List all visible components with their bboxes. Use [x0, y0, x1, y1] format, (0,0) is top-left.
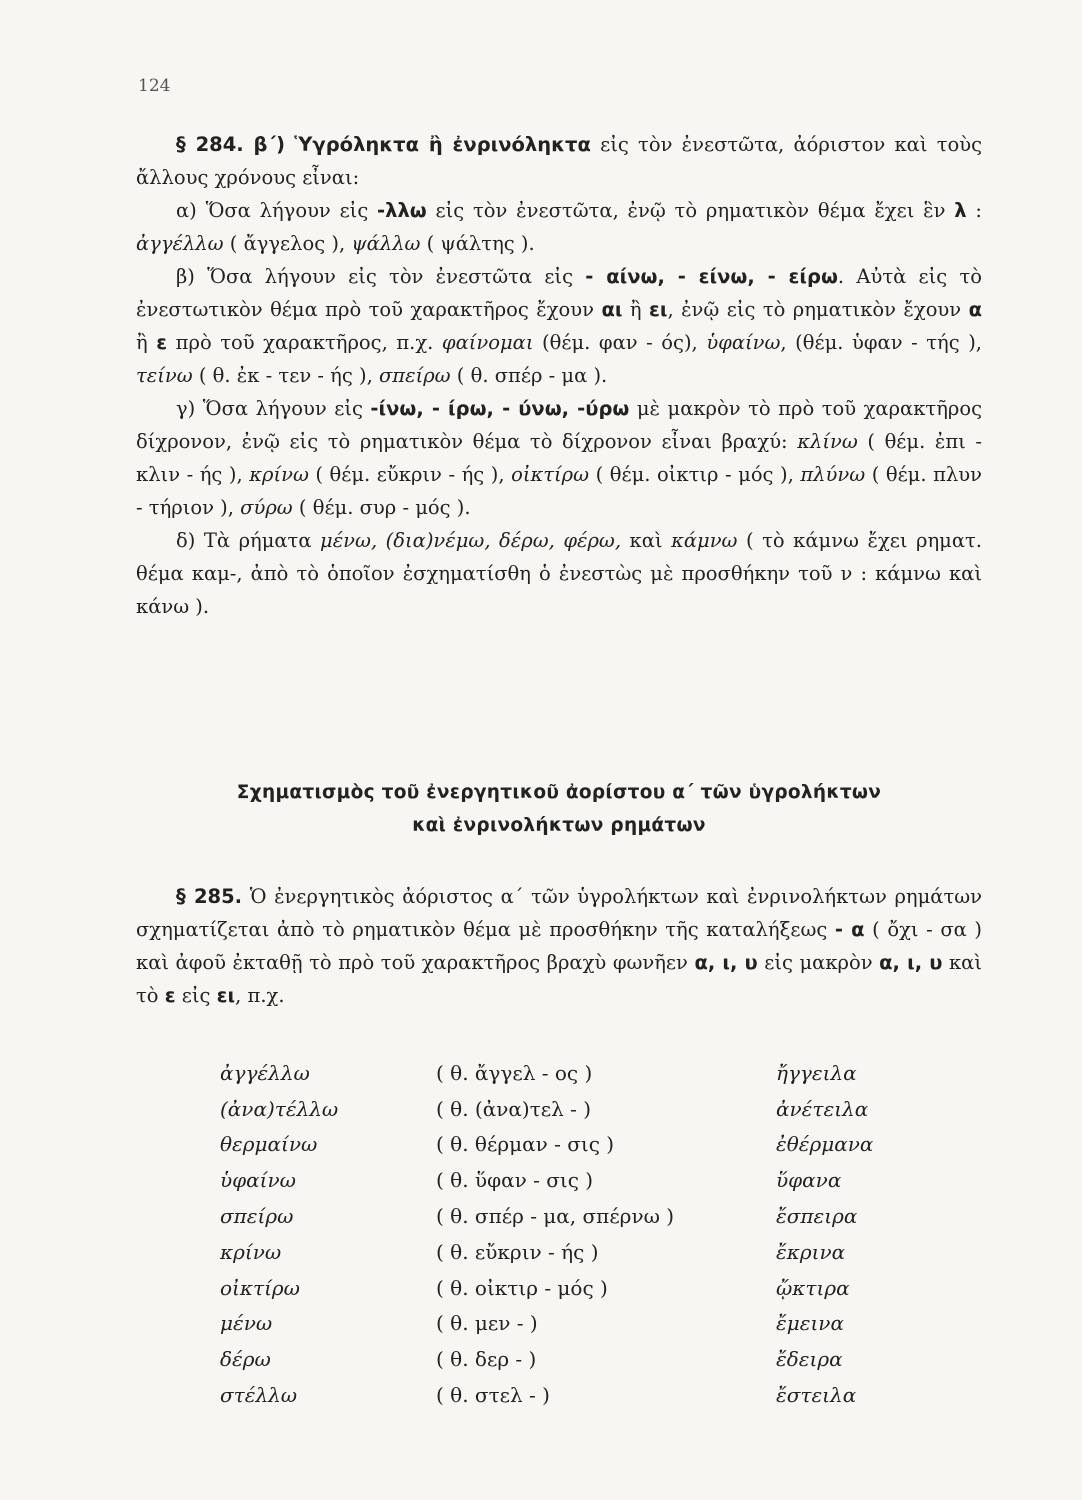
ending: - α: [834, 918, 865, 941]
table-row: [220, 1341, 920, 1377]
text: ( θέμ. οἰκτιρ - μός ),: [589, 463, 801, 486]
s284-item-c: [136, 392, 982, 524]
ending: -ίνω, - ίρω, - ύνω, -ύρω: [370, 397, 630, 420]
table-row: [220, 1270, 920, 1306]
s285-paragraph: [136, 880, 982, 1012]
table-row: [220, 1127, 920, 1163]
table-row: [220, 1162, 920, 1198]
s284-item-a: [136, 194, 982, 260]
s284-title: Ὑγρόληκτα ἢ ἐνρινόληκτα: [294, 133, 591, 156]
text: . Αὐτὰ εἰς τὸ ἐνεστωτικὸν θέμα πρὸ τοῦ χαρακτῆρος ἔχουν: [136, 265, 983, 321]
text: ( θέμ. εὔκριν - ής ),: [308, 463, 512, 486]
s284-item-d: [136, 524, 982, 623]
verbal-theme: ( θ. εὔκριν - ής ): [436, 1239, 599, 1264]
text: , π.χ.: [235, 984, 285, 1007]
text: , (θέμ. ὑφαν - τής ),: [780, 331, 982, 354]
text: ἢ: [136, 331, 157, 354]
present-form: ἀγγέλλω: [220, 1060, 310, 1085]
vowels: α, ι, υ: [694, 951, 758, 974]
letter: λ: [954, 199, 967, 222]
s284-item-b: [136, 260, 982, 392]
text: ( θέμ. ἐπι - κλιν - ής ),: [136, 430, 982, 486]
verbal-theme: ( θ. θέρμαν - σις ): [436, 1132, 615, 1157]
example-word: κάμνω: [671, 529, 738, 552]
aorist-form: ἔσπειρα: [776, 1204, 858, 1229]
present-form: οἰκτίρω: [220, 1275, 300, 1300]
present-form: κρίνω: [220, 1239, 282, 1264]
section-285: [136, 880, 982, 1012]
heading-line-2: καὶ ἐνρινολήκτων ρημάτων: [412, 815, 706, 836]
present-form: στέλλω: [220, 1383, 298, 1408]
aorist-form: ἀνέτειλα: [776, 1096, 869, 1121]
verbal-theme: ( θ. σπέρ - μα, σπέρνω ): [436, 1204, 675, 1229]
letter: αι: [601, 298, 623, 321]
present-form: (ἀνα)τέλλω: [220, 1096, 339, 1121]
s284-number: § 284. β΄): [176, 133, 286, 156]
text: εἰς μακρὸν: [757, 951, 880, 974]
example-word: σύρω: [240, 496, 293, 519]
present-form: θερμαίνω: [220, 1132, 318, 1157]
s285-number: § 285.: [176, 885, 243, 908]
text: ( θέμ. συρ - μός ).: [292, 496, 471, 519]
text: εἰς: [175, 984, 217, 1007]
s284-intro: [136, 128, 982, 194]
text: δ) Τὰ ρήματα: [176, 529, 321, 552]
text: ( θέμ. πλυν - τήριον ),: [136, 463, 982, 519]
table-row: [220, 1377, 920, 1413]
example-word: φαίνομαι: [441, 331, 534, 354]
text: α) Ὅσα λήγουν εἰς: [176, 199, 378, 222]
example-word: ἀγγέλλω: [136, 232, 224, 255]
section-heading: [136, 776, 982, 842]
verbal-theme: ( θ. ἄγγελ - ος ): [436, 1060, 593, 1085]
text: ( ὄχι - σα ) καὶ ἀφοῦ ἐκταθῇ τὸ πρὸ τοῦ χαρακτῆρος βραχὺ φωνῆεν: [136, 918, 983, 974]
example-word: μένω, (δια)νέμω, δέρω, φέρω,: [320, 529, 622, 552]
present-form: δέρω: [220, 1347, 271, 1372]
table-row: [220, 1306, 920, 1342]
verbal-theme: ( θ. (ἀνα)τελ - ): [436, 1096, 592, 1121]
table-row: [220, 1234, 920, 1270]
text: εἰς τὸν ἐνεστῶτα, ἐνῷ τὸ ρηματικὸν θέμα ἔχει ἓν: [426, 199, 955, 222]
text: ( ψάλτης ).: [420, 232, 535, 255]
present-form: μένω: [220, 1311, 273, 1336]
s284-intro-text: εἰς τὸν ἐνεστῶτα, ἀόριστον καὶ τοὺς ἄλλους χρόνους εἶναι:: [136, 133, 983, 189]
letter: ει: [648, 298, 668, 321]
letter: ε: [156, 331, 168, 354]
section-284: [136, 128, 982, 623]
example-word: πλύνω: [800, 463, 866, 486]
text: καὶ τὸ: [136, 951, 982, 1007]
verbal-theme: ( θ. ὕφαν - σις ): [436, 1168, 594, 1193]
aorist-form: ἔκρινα: [776, 1239, 846, 1264]
ending: -λλω: [377, 199, 427, 222]
text: γ) Ὅσα λήγουν εἰς: [176, 397, 371, 420]
letter: α: [968, 298, 982, 321]
example-word: οἰκτίρω: [511, 463, 590, 486]
ending: - αίνω, - είνω, - είρω: [585, 265, 838, 288]
table-row: [220, 1091, 920, 1127]
text: β) Ὅσα λήγουν εἰς τὸν ἐνεστῶτα εἰς: [176, 265, 586, 288]
present-form: σπείρω: [220, 1204, 294, 1229]
example-word: κρίνω: [249, 463, 309, 486]
example-word: κλίνω: [797, 430, 858, 453]
verbal-theme: ( θ. οἰκτιρ - μός ): [436, 1275, 608, 1300]
aorist-form: ᾤκτιρα: [776, 1275, 850, 1300]
present-form: ὑφαίνω: [220, 1168, 296, 1193]
vowels: α, ι, υ: [879, 951, 943, 974]
aorist-form: ἔστειλα: [776, 1383, 857, 1408]
text: ( θ. σπέρ - μα ).: [450, 364, 608, 387]
aorist-form: ἤγγειλα: [776, 1060, 857, 1085]
text: , ἐνῷ εἰς τὸ ρηματικὸν ἔχουν: [667, 298, 969, 321]
example-word: ὑφαίνω: [706, 331, 781, 354]
table-row: [220, 1198, 920, 1234]
verbal-theme: ( θ. μεν - ): [436, 1311, 538, 1336]
aorist-form: ἔδειρα: [776, 1347, 843, 1372]
aorist-form: ὕφανα: [776, 1168, 842, 1193]
text: πρὸ τοῦ χαρακτῆρος, π.χ.: [167, 331, 442, 354]
text: μὲ μακρὸν τὸ πρὸ τοῦ χαρακτῆρος δίχρονον, ἐνῷ εἰς τὸ ρηματικὸν θέμα τὸ δίχρονον εἶναι βραχύ:: [136, 397, 982, 453]
vowel: ει: [216, 984, 236, 1007]
example-word: σπείρω: [378, 364, 451, 387]
text: (θέμ. φαν - ός),: [533, 331, 707, 354]
text: ( θ. ἐκ - τεν - ής ),: [192, 364, 379, 387]
text: ( τὸ κάμνω ἔχει ρηματ. θέμα καμ-, ἀπὸ τὸ ὁποῖον ἐσχηματίσθη ὁ ἐνεστὼς μὲ προσθήκην τοῦ ν : κάμνω καὶ κάνω ).: [136, 529, 983, 618]
text: ἢ: [622, 298, 649, 321]
aorist-form: ἐθέρμανα: [776, 1132, 874, 1157]
table-row: [220, 1055, 920, 1091]
text: Ὁ ἐνεργητικὸς ἀόριστος α΄ τῶν ὑγρολήκτων καὶ ἐνρινολήκτων ρημάτων σχηματίζεται ἀπὸ τὸ ρηματικὸν θέμα μὲ προσθήκην τῆς καταλήξεως: [136, 885, 982, 941]
verbal-theme: ( θ. στελ - ): [436, 1383, 550, 1408]
aorist-form: ἔμεινα: [776, 1311, 844, 1336]
text: :: [966, 199, 982, 222]
page-number: 124: [138, 76, 171, 96]
example-word: τείνω: [136, 364, 193, 387]
text: ( ἄγγελος ),: [223, 232, 352, 255]
example-word: ψάλλω: [351, 232, 421, 255]
verb-forms-table: [220, 1055, 920, 1413]
text: καὶ: [621, 529, 672, 552]
vowel: ε: [164, 984, 176, 1007]
verbal-theme: ( θ. δερ - ): [436, 1347, 537, 1372]
heading-line-1: Σχηματισμὸς τοῦ ἐνεργητικοῦ ἀορίστου α΄ τῶν ὑγρολήκτων: [236, 782, 882, 803]
